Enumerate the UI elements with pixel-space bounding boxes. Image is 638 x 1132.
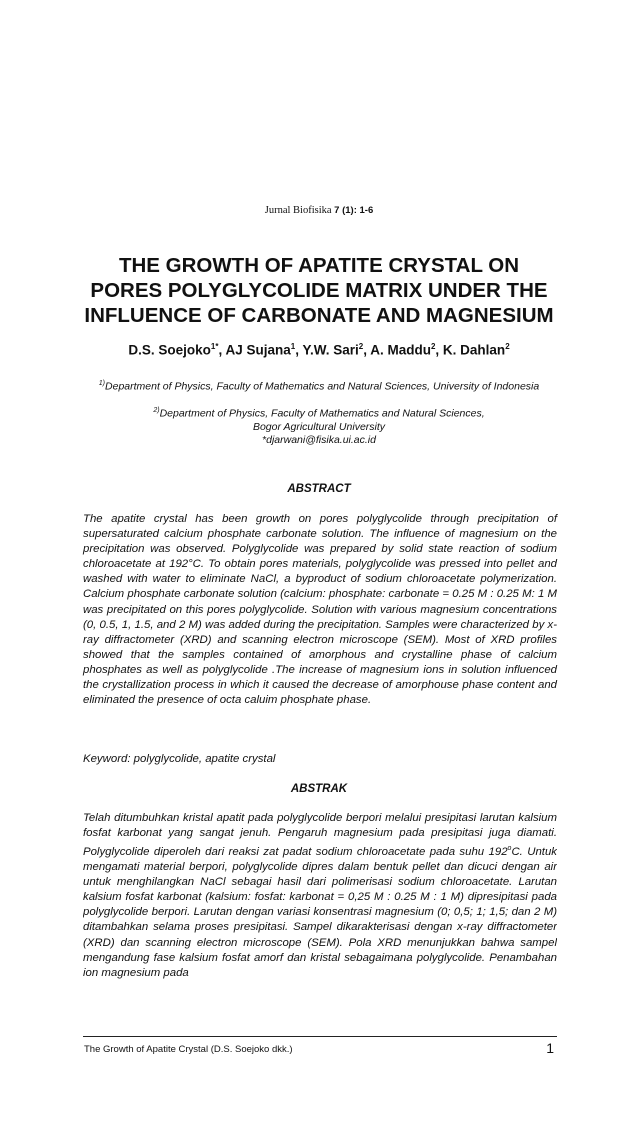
author-affiliation-mark: 1 [290,342,296,351]
abstrak-text-part: C. Untuk mengamati material berpori, polyglycolide dipres dalam bentuk pellet dan dicuci dengan air untuk menghilangkan NaCl sebagai hasil dari polimerisasi sodium chloroacetate. Larutan kalsium fosfat karbonat (kalsium: fosfat: karbonat = 0,25 M : 0.25 M : 1 M) dipresipitasi pada polyglycolide berpori. Larutan dengan variasi konsentrasi magnesium (0; 0,5; 1; 1,5; dan 2 M) ditambahkan selama proses presipitasi. Sampel dikarakterisasi dengan x-ray diffractometer (XRD) dan scanning electron microscope (SEM). Pola XRD menunjukkan bahwa sampel mengandung fase kalsium fosfat amorf dan kristal sebagaimana polyglycolide. Penambahan ion magnesium pada [83,845,557,979]
affiliation-mark: 2) [153,407,160,414]
author-name: A. Maddu [370,342,431,358]
author-affiliation-mark: 2 [358,342,364,351]
paper-title [70,253,568,328]
author-list [0,342,638,358]
degree-mark: o [507,845,512,853]
affiliation-2 [90,404,548,447]
abstrak-heading: ABSTRAK [290,783,348,795]
author-separator: , [218,342,226,358]
title-line: PORES POLYGLYCOLIDE MATRIX UNDER THE [90,279,548,302]
author-affiliation-mark: 1* [210,342,219,351]
corresponding-email: *djarwani@fisika.ui.ac.id [262,433,376,446]
author-separator: , [295,342,303,358]
author-name: Y.W. Sari [302,342,359,358]
journal-citation [0,205,638,216]
page-number: 1 [546,1040,554,1056]
affiliation-university: Bogor Agricultural University [252,420,386,433]
author-affiliation-mark: 2 [430,342,436,351]
keywords: Keyword: polyglycolide, apatite crystal [83,753,276,765]
abstract-text: The apatite crystal has been growth on pores polyglycolide through precipitation of supersaturated calcium phosphate carbonate solution. The influence of magnesium on the precipitation was observed. Polyglycolide was prepared by solid state reaction of sodium chloroacetate at 192°C. To obtain pores materials, polyglycolide was pressed into pellet and washed with water to eliminate NaCl, a byproduct of sodium chloroacetate polymerization. Calcium phosphate carbonate solution (calcium: phosphate: carbonate = 0.25 M : 0.25 M: 1 M was precipitated on this pores polyglycolide. Solution with various magnesium concentrations (0, 0.5, 1, 1.5, and 2 M) was added during the precipitation. Samples were characterized by x-ray diffractometer (XRD) and scanning electron microscope (SEM). Most of XRD profiles showed that the samples contained of amorphous and crystalline phase of calcium phosphates as well as polyglycolide .The increase of magnesium ions in solution influenced the crystallization process in which it caused the decrease of amorphouse phase content and eliminated the presence of octa caluim phosphate phase. [83,513,557,707]
author-name: K. Dahlan [442,342,506,358]
journal-volume: 7 (1): 1-6 [334,205,374,216]
author-separator: , [435,342,443,358]
affiliation-text: Department of Physics, Faculty of Mathematics and Natural Sciences, [159,407,485,420]
title-line: THE GROWTH OF APATITE CRYSTAL ON [118,254,520,277]
abstract-heading: ABSTRACT [287,483,351,495]
author-name: D.S. Soejoko [128,342,211,358]
author-name: AJ Sujana [225,342,291,358]
affiliation-mark: 1) [98,380,106,387]
author-affiliation-mark: 2 [505,342,510,351]
abstrak-text-part: Telah ditumbuhkan kristal apatit pada polyglycolide berpori melalui presipitasi larutan kalsium fosfat karbonat yang sangat jenuh. Pengaruh magnesium pada presipitasi juga diamati. Polyglycolide diperoleh dari reaksi zat padat sodium chloroacetate pada suhu 192 [83,812,557,858]
title-line: INFLUENCE OF CARBONATE AND MAGNESIUM [84,304,554,327]
author-separator: , [363,342,371,358]
affiliation-text: Department of Physics, Faculty of Mathematics and Natural Sciences, University of Indonesia [105,380,540,393]
abstrak-text [83,811,557,997]
affiliation-1 [90,377,548,394]
running-footer: The Growth of Apatite Crystal (D.S. Soejoko dkk.) [84,1044,293,1055]
journal-name: Jurnal Biofisika [264,205,332,216]
footer-rule [83,1036,557,1037]
